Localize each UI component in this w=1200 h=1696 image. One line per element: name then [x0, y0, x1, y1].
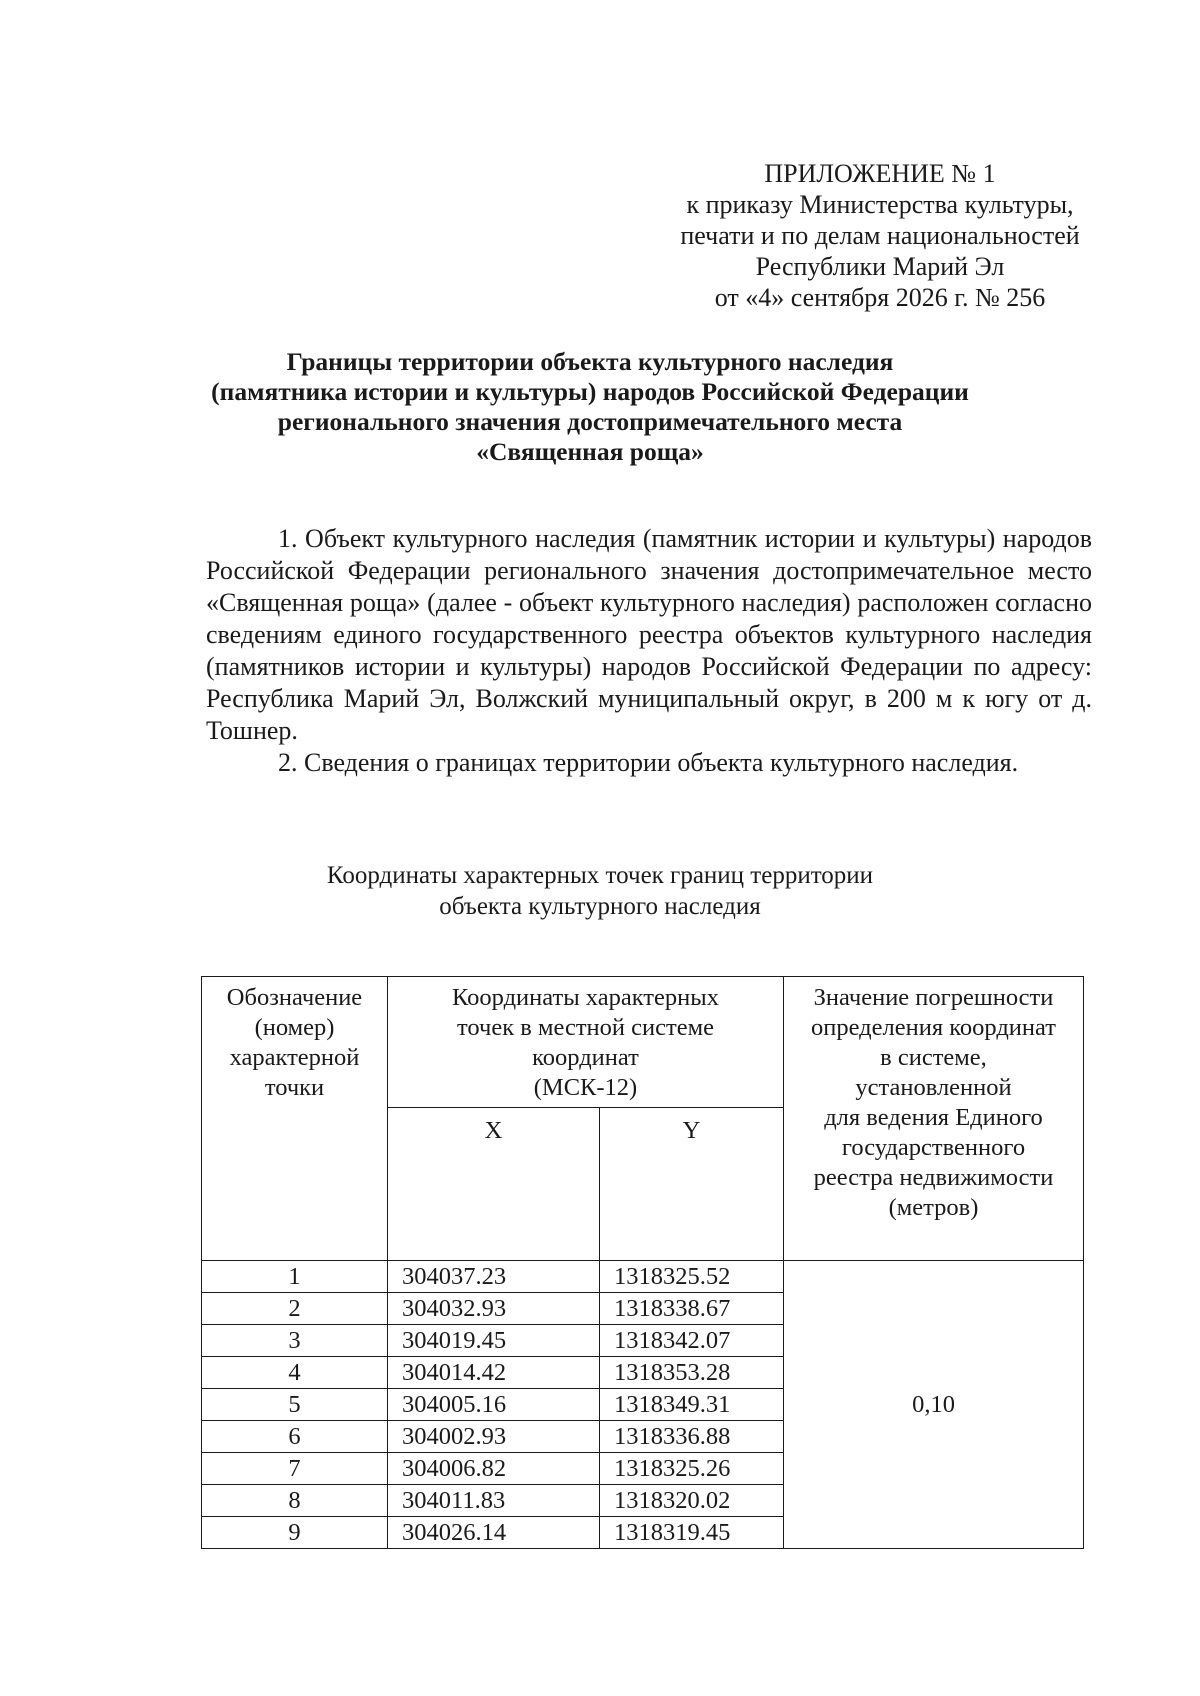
point-number: 5	[202, 1389, 388, 1421]
coordinate-y: 1318349.31	[600, 1389, 784, 1421]
header-y: Y	[600, 1108, 784, 1261]
coordinate-x: 304026.14	[388, 1517, 600, 1549]
header-x: X	[388, 1108, 600, 1261]
appendix-header	[600, 158, 1160, 313]
point-number: 3	[202, 1325, 388, 1357]
coordinate-y: 1318325.26	[600, 1453, 784, 1485]
coordinate-y: 1318336.88	[600, 1421, 784, 1453]
title-line-1: Границы территории объекта культурного наследия	[286, 347, 894, 376]
coordinates-heading-line-1: Координаты характерных точек границ территории	[326, 862, 874, 889]
appendix-order-line: к приказу Министерства культуры,	[686, 190, 1074, 219]
point-number: 8	[202, 1485, 388, 1517]
paragraph-1: 1. Объект культурного наследия (памятник истории и культуры) народов Российской Федерации регионального значения достопримечательное место «Священная роща» (далее - объект культурного наследия) расположен согласно сведениям единого государственного реестра объектов культурного наследия (памятников истории и культуры) народов Российской Федерации по адресу: Республика Марий Эл, Волжский муниципальный округ, в 200 м к югу от д. Тошнер.	[206, 524, 1092, 745]
point-number: 9	[202, 1517, 388, 1549]
title-line-3: регионального значения достопримечательного места	[277, 407, 903, 436]
coordinate-y: 1318338.67	[600, 1293, 784, 1325]
coordinate-x: 304019.45	[388, 1325, 600, 1357]
body-text	[206, 523, 1092, 779]
coordinate-x: 304014.42	[388, 1357, 600, 1389]
appendix-number: ПРИЛОЖЕНИЕ № 1	[764, 159, 996, 188]
point-number: 1	[202, 1261, 388, 1293]
coordinate-x: 304005.16	[388, 1389, 600, 1421]
point-number: 6	[202, 1421, 388, 1453]
paragraph-2: 2. Сведения о границах территории объекта культурного наследия.	[278, 748, 1019, 777]
point-number: 4	[202, 1357, 388, 1389]
document-title	[110, 347, 1070, 467]
title-line-4: «Священная роща»	[476, 437, 704, 466]
table-header-row	[202, 977, 1084, 1108]
point-number: 2	[202, 1293, 388, 1325]
coordinate-x: 304011.83	[388, 1485, 600, 1517]
coordinate-y: 1318319.45	[600, 1517, 784, 1549]
coordinate-x: 304006.82	[388, 1453, 600, 1485]
coordinate-y: 1318353.28	[600, 1357, 784, 1389]
coordinate-x: 304037.23	[388, 1261, 600, 1293]
coordinate-y: 1318320.02	[600, 1485, 784, 1517]
coordinates-heading	[240, 860, 960, 922]
point-number: 7	[202, 1453, 388, 1485]
coordinate-y: 1318342.07	[600, 1325, 784, 1357]
header-error: Значение погрешности определения координат в системе, установленной для ведения Единого государственного реестра недвижимости (метров)	[784, 977, 1084, 1261]
coordinates-heading-line-2: объекта культурного наследия	[439, 893, 761, 920]
title-line-2: (памятника истории и культуры) народов Российской Федерации	[211, 377, 969, 406]
table-row	[202, 1261, 1084, 1293]
coordinates-table	[201, 976, 1084, 1549]
header-designation: Обозначение (номер) характерной точки	[202, 977, 388, 1261]
header-coordinates: Координаты характерных точек в местной системе координат (МСК-12)	[388, 977, 784, 1108]
coordinate-y: 1318325.52	[600, 1261, 784, 1293]
appendix-date-line: от «4» сентября 2026 г. № 256	[714, 283, 1046, 312]
coordinate-x: 304002.93	[388, 1421, 600, 1453]
appendix-ministry-line: печати и по делам национальностей	[680, 221, 1080, 250]
coordinate-x: 304032.93	[388, 1293, 600, 1325]
appendix-republic-line: Республики Марий Эл	[755, 252, 1005, 281]
error-value: 0,10	[784, 1261, 1084, 1549]
